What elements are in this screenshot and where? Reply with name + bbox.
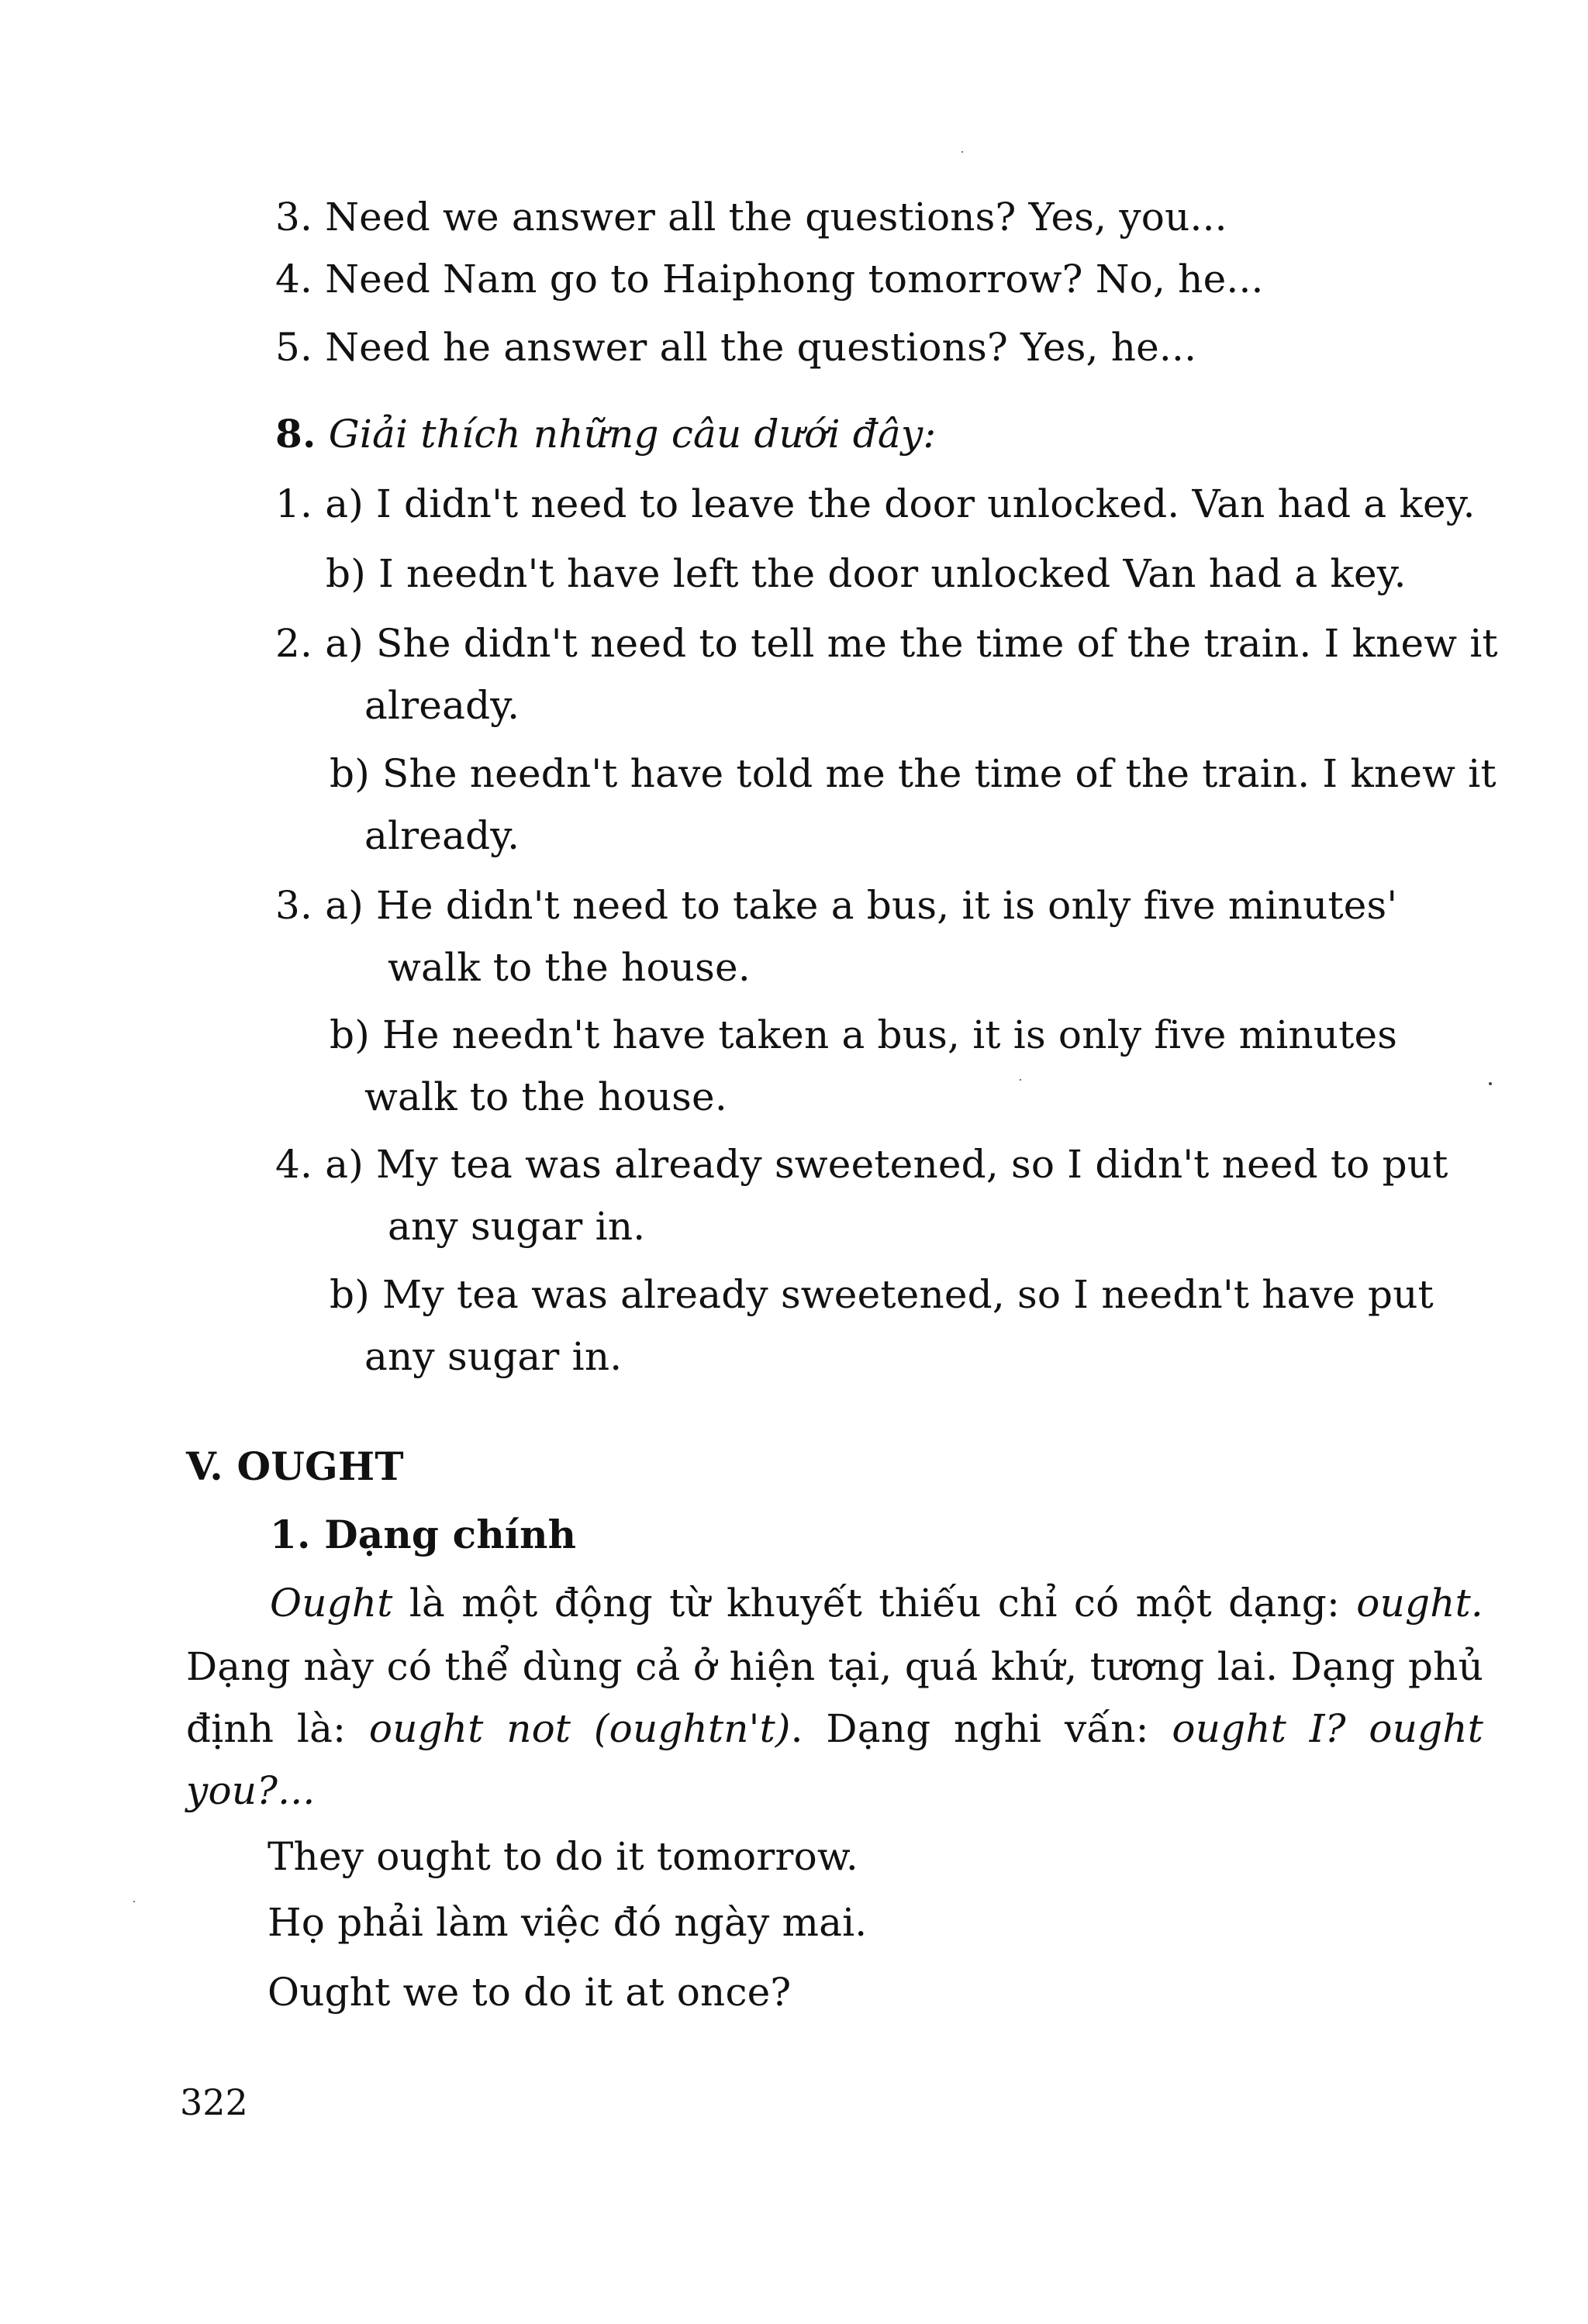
sub-label: b) xyxy=(330,1012,370,1057)
sentence-continuation: walk to the house. xyxy=(364,1074,727,1119)
sentence-continuation: walk to the house. xyxy=(388,945,751,990)
exercise-item xyxy=(275,620,1498,667)
scan-speck xyxy=(961,151,963,153)
sentence-text: She didn't need to tell me the time of the train. I knew it xyxy=(376,621,1498,666)
sub-label: a) xyxy=(325,883,364,928)
sub-label: a) xyxy=(325,621,364,666)
term: (oughtn't) xyxy=(571,1706,791,1751)
exercise-subitem xyxy=(326,550,1407,597)
item-text: Need he answer all the questions? Yes, he... xyxy=(325,325,1197,370)
exercise-item xyxy=(275,481,1476,527)
page-number: 322 xyxy=(180,2081,248,2123)
paragraph-line xyxy=(186,1705,1483,1752)
sub-label: a) xyxy=(325,1142,364,1187)
paragraph-line: Dạng này có thể dùng cả ở hiện tại, quá khứ, tương lai. Dạng phủ xyxy=(186,1644,1483,1689)
paragraph-line: you?... xyxy=(186,1768,316,1813)
item-number: 4. xyxy=(275,257,313,302)
item-number: 4. xyxy=(275,1142,313,1187)
sub-label: b) xyxy=(330,751,370,796)
scan-speck xyxy=(133,1901,135,1902)
exercise-item xyxy=(275,1141,1448,1188)
exercise-heading xyxy=(275,411,936,457)
paragraph-line xyxy=(270,1580,1483,1626)
sentence-continuation: any sugar in. xyxy=(388,1204,646,1249)
item-text: Need Nam go to Haiphong tomorrow? No, he... xyxy=(325,257,1264,302)
sub-label: a) xyxy=(325,481,364,526)
exercise-subitem xyxy=(330,1012,1397,1058)
exercise-title: Giải thích những câu dưới đây: xyxy=(328,412,937,457)
sentence-continuation: any sugar in. xyxy=(364,1334,623,1379)
term: Ought xyxy=(270,1581,393,1626)
scan-speck xyxy=(1489,1082,1492,1085)
sentence-text: He needn't have taken a bus, it is only five minutes xyxy=(382,1012,1398,1057)
paragraph-text: định là: xyxy=(186,1706,369,1751)
exercise-subitem xyxy=(330,750,1497,797)
sentence-text: My tea was already sweetened, so I didn't need to put xyxy=(376,1142,1448,1187)
example-sentence: They ought to do it tomorrow. xyxy=(268,1834,859,1879)
item-number: 5. xyxy=(275,325,313,370)
term: ought. xyxy=(1356,1581,1483,1626)
sentence-continuation: already. xyxy=(364,683,520,728)
list-item xyxy=(275,256,1264,302)
exercise-number: 8. xyxy=(275,411,316,457)
example-sentence: Ought we to do it at once? xyxy=(268,1970,792,2015)
sentence-continuation: already. xyxy=(364,813,520,858)
paragraph-text: là một động từ khuyết thiếu chỉ có một dạng: xyxy=(392,1581,1357,1626)
item-number: 3. xyxy=(275,883,313,928)
sub-label: b) xyxy=(326,551,366,596)
item-number: 2. xyxy=(275,621,313,666)
sentence-text: He didn't need to take a bus, it is only five minutes' xyxy=(376,883,1398,928)
item-number: 3. xyxy=(275,195,313,240)
exercise-item xyxy=(275,882,1397,929)
section-title: V. OUGHT xyxy=(186,1443,404,1489)
item-number: 1. xyxy=(275,481,313,526)
exercise-subitem xyxy=(330,1271,1434,1318)
item-text: Need we answer all the questions? Yes, you... xyxy=(325,195,1227,240)
list-item xyxy=(275,324,1196,371)
sentence-text: I needn't have left the door unlocked Van had a key. xyxy=(378,551,1407,596)
paragraph-text: . Dạng nghi vấn: xyxy=(790,1706,1172,1751)
sub-label: b) xyxy=(330,1272,370,1317)
term: ought I? ought xyxy=(1172,1706,1484,1751)
list-item xyxy=(275,194,1227,240)
sentence-text: I didn't need to leave the door unlocked. Van had a key. xyxy=(376,481,1476,526)
sentence-text: My tea was already sweetened, so I needn't have put xyxy=(382,1272,1434,1317)
subsection-title: 1. Dạng chính xyxy=(270,1512,577,1557)
term: ought not xyxy=(368,1706,571,1751)
example-translation: Họ phải làm việc đó ngày mai. xyxy=(268,1900,868,1945)
sentence-text: She needn't have told me the time of the train. I knew it xyxy=(382,751,1497,796)
scan-speck xyxy=(1020,1079,1021,1081)
